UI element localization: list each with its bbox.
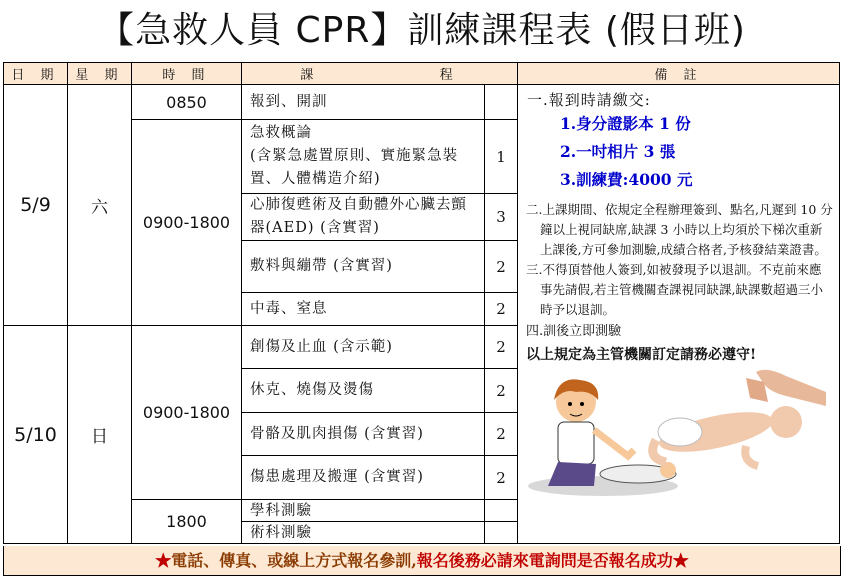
- note-item-photo: 2.一吋相片 3 張: [560, 142, 676, 161]
- star-icon: ★: [672, 551, 689, 570]
- hours-cell: 1: [485, 120, 518, 194]
- note-test: 四.訓後立即測驗: [526, 324, 622, 339]
- time-cell: 1800: [132, 500, 242, 544]
- hours-cell: 2: [485, 241, 518, 293]
- note-rules-warning: 以上規定為主管機關訂定請務必遵守!: [526, 347, 757, 363]
- hours-cell: 2: [485, 326, 518, 369]
- course-cell: 創傷及止血 (含示範): [242, 326, 485, 369]
- header-notes: 備 註: [518, 63, 840, 85]
- course-cell: 急救概論 (含緊急處置原則、實施緊急裝置、人體構造介紹): [242, 120, 485, 194]
- header-day: 星 期: [68, 63, 132, 85]
- date-cell: 5/10: [4, 326, 68, 544]
- table-row: [4, 85, 840, 120]
- course-cell: 傷患處理及搬運 (含實習): [242, 456, 485, 500]
- time-cell: 0900-1800: [132, 326, 242, 500]
- footer-confirm-call: 報名後務必請來電詢問是否報名成功: [416, 551, 673, 570]
- header-course: 課 程: [242, 63, 518, 85]
- illustrations: [518, 370, 839, 500]
- hours-cell: 2: [485, 413, 518, 456]
- course-cell: 心肺復甦術及自動體外心臟去顫器(AED) (含實習): [242, 194, 485, 241]
- footer-registration-methods: 電話、傳真、或線上方式報名參訓,: [171, 551, 417, 570]
- time-cell: 0850: [132, 85, 242, 120]
- hours-cell: [485, 522, 518, 544]
- note-item-fee: 3.訓練費:4000 元: [560, 170, 693, 189]
- course-cell: 學科測驗: [242, 500, 485, 522]
- course-cell: 敷料與繃帶 (含實習): [242, 241, 485, 293]
- course-cell: 術科測驗: [242, 522, 485, 544]
- page-title: 【急救人員 CPR】訓練課程表 (假日班): [98, 10, 746, 51]
- hours-cell: 2: [485, 456, 518, 500]
- course-cell: 中毒、窒息: [242, 293, 485, 326]
- course-cell: 休克、燒傷及燙傷: [242, 369, 485, 413]
- hours-cell: 2: [485, 369, 518, 413]
- note-no-proxy: 三.不得頂替他人簽到,如被發現予以退訓。不克前來應事先請假,若主管機關查課視同缺課,缺課數超過三小時予以退訓。: [526, 262, 823, 317]
- infant-cpr-icon: [646, 362, 836, 472]
- course-cell: 報到、開訓: [242, 85, 485, 120]
- hours-cell: [485, 85, 518, 120]
- note-registration-title: 一.報到時請繳交:: [527, 91, 651, 109]
- course-cell: 骨骼及肌肉損傷 (含實習): [242, 413, 485, 456]
- hours-cell: 2: [485, 293, 518, 326]
- note-attendance: 二.上課期間、依規定全程辦理簽到、點名,凡遲到 10 分鐘以上視同缺席,缺課 3 小時以上均須於下梯次重新上課後,方可參加測驗,成績合格者,予核發結業證書。: [526, 202, 833, 257]
- weekday-cell: 六: [68, 85, 132, 326]
- registration-footer: [3, 546, 841, 576]
- header-row: [4, 63, 840, 85]
- date-cell: 5/9: [4, 85, 68, 326]
- weekday-cell: 日: [68, 326, 132, 544]
- schedule-table: [3, 62, 840, 544]
- hours-cell: 3: [485, 194, 518, 241]
- notes-cell: [518, 85, 840, 544]
- header-date: 日 期: [4, 63, 68, 85]
- time-cell: 0900-1800: [132, 120, 242, 326]
- star-icon: ★: [155, 551, 172, 570]
- hours-cell: [485, 500, 518, 522]
- header-time: 時 間: [132, 63, 242, 85]
- note-item-id-copy: 1.身分證影本 1 份: [560, 114, 691, 133]
